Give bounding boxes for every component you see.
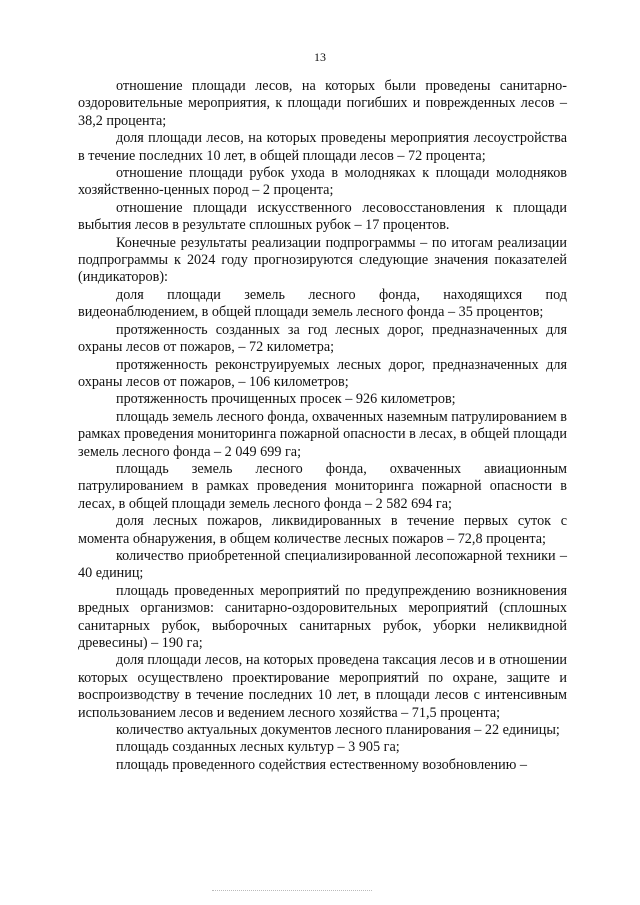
paragraph-thinning-ratio: отношение площади рубок ухода в молодняках к площади молодняков хозяйственно-ценных пород – 2 процента; bbox=[78, 165, 567, 199]
paragraph-forest-management-share: доля площади лесов, на которых проведены мероприятия лесоустройства в течение последних 10 лет, в общей площади лесов – 72 процента; bbox=[78, 130, 567, 164]
paragraph-reforestation-ratio: отношение площади искусственного лесовосстановления к площади выбытия лесов в результате сплошных рубок – 17 процентов. bbox=[78, 199, 567, 234]
paragraph-fire-equipment-count: количество приобретенной специализированной лесопожарной техники – 40 единиц; bbox=[78, 547, 567, 582]
paragraph-video-surveillance-share: доля площади земель лесного фонда, находящихся под видеонаблюдением, в общей площади земель лесного фонда – 35 процентов; bbox=[78, 286, 567, 321]
paragraph-ground-patrol-area: площадь земель лесного фонда, охваченных наземным патрулированием в рамках проведения мониторинга пожарной опасности в лесах, в общей площади земель лесного фонда – 2 049 699 га; bbox=[78, 408, 567, 460]
paragraph-reconstructed-roads-length: протяженность реконструируемых лесных дорог, предназначенных для охраны лесов от пожаров, – 106 километров; bbox=[78, 356, 567, 390]
paragraph-taxation-share: доля площади лесов, на которых проведена таксация лесов и в отношении которых осуществлено проектирование мероприятий по охране, защите и воспроизводству в течение последних 10 лет, в площади лесов с интенсивным использованием лесов и ведением лесного хозяйства – 71,5 процента; bbox=[78, 652, 567, 721]
page-bottom-mark bbox=[212, 890, 372, 897]
document-body bbox=[78, 78, 567, 774]
paragraph-final-results: Конечные результаты реализации подпрограммы – по итогам реализации подпрограммы к 2024 году прогнозируются следующие значения показателей (индикаторов): bbox=[78, 234, 567, 286]
paragraph-new-roads-length: протяженность созданных за год лесных дорог, предназначенных для охраны лесов от пожаров, – 72 километра; bbox=[78, 321, 567, 356]
paragraph-pest-prevention-area: площадь проведенных мероприятий по предупреждению возникновения вредных организмов: санитарно-оздоровительных мероприятий (сплошных санитарных рубок, выборочных санитарных рубок, уборки неликвидной древесины) – 190 га; bbox=[78, 582, 567, 651]
paragraph-fires-first-day-share: доля лесных пожаров, ликвидированных в течение первых суток с момента обнаружения, в общем количестве лесных пожаров – 72,8 процента; bbox=[78, 513, 567, 547]
paragraph-sanitary-ratio: отношение площади лесов, на которых были проведены санитарно-оздоровительные мероприятия, к площади погибших и поврежденных лесов – 38,2 процента; bbox=[78, 78, 567, 129]
page-number: 13 bbox=[314, 50, 326, 64]
paragraph-forest-cultures-area: площадь созданных лесных культур – 3 905 га; bbox=[116, 739, 400, 756]
paragraph-aerial-patrol-area: площадь земель лесного фонда, охваченных авиационным патрулированием в рамках проведения мониторинга пожарной опасности в лесах, в общей площади земель лесного фонда – 2 582 694 га; bbox=[78, 460, 567, 512]
paragraph-cleared-clearings-length: протяженность прочищенных просек – 926 километров; bbox=[116, 391, 456, 408]
paragraph-planning-documents-count: количество актуальных документов лесного планирования – 22 единицы; bbox=[116, 722, 560, 739]
paragraph-natural-regeneration-area: площадь проведенного содействия естественному возобновлению – bbox=[116, 756, 527, 773]
